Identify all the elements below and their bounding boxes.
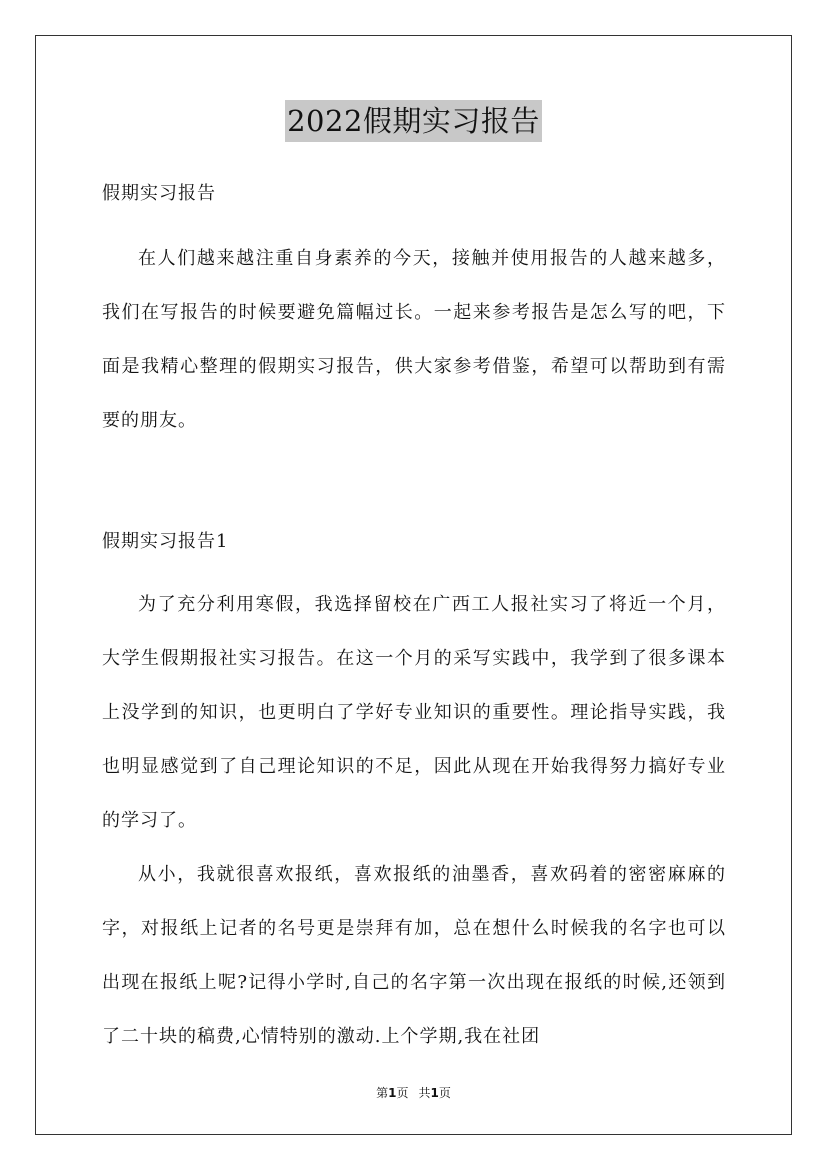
section-paragraph-2: 从小，我就很喜欢报纸，喜欢报纸的油墨香，喜欢码着的密密麻麻的字，对报纸上记者的名号更是崇拜有加，总在想什么时候我的名字也可以出现在报纸上呢?记得小学时,自己的名字第一次出现在报纸的时候,还领到了二十块的稿费,心情特别的激动.上个学期,我在社团 <box>102 864 726 1047</box>
page-prefix: 第 <box>376 1086 389 1100</box>
page-number: 1 <box>388 1086 397 1100</box>
total-suffix: 页 <box>438 1086 451 1100</box>
total-pages: 1 <box>430 1086 439 1100</box>
spacer <box>102 558 726 578</box>
spacer <box>102 210 726 232</box>
page-footer <box>0 1084 827 1101</box>
title-container <box>0 100 827 142</box>
section-paragraph-1: 为了充分利用寒假，我选择留校在广西工人报社实习了将近一个月，大学生假期报社实习报告。在这一个月的采写实践中，我学到了很多课本上没学到的知识，也更明白了学好专业知识的重要性。理论指导实践，我也明显感觉到了自己理论知识的不足，因此从现在开始我得努力搞好专业的学习了。 <box>102 594 726 831</box>
section-heading: 假期实习报告1 <box>102 531 229 552</box>
intro-paragraph: 在人们越来越注重自身素养的今天，接触并使用报告的人越来越多，我们在写报告的时候要避免篇幅过长。一起来参考报告是怎么写的吧，下面是我精心整理的假期实习报告，供大家参考借鉴，希望可以帮助到有需要的朋友。 <box>102 248 726 431</box>
page-suffix: 页 <box>396 1086 409 1100</box>
document-body <box>102 178 726 1064</box>
spacer <box>102 448 726 526</box>
document-title: 2022假期实习报告 <box>285 100 542 142</box>
total-prefix: 共 <box>418 1086 431 1100</box>
intro-heading: 假期实习报告 <box>102 183 216 204</box>
